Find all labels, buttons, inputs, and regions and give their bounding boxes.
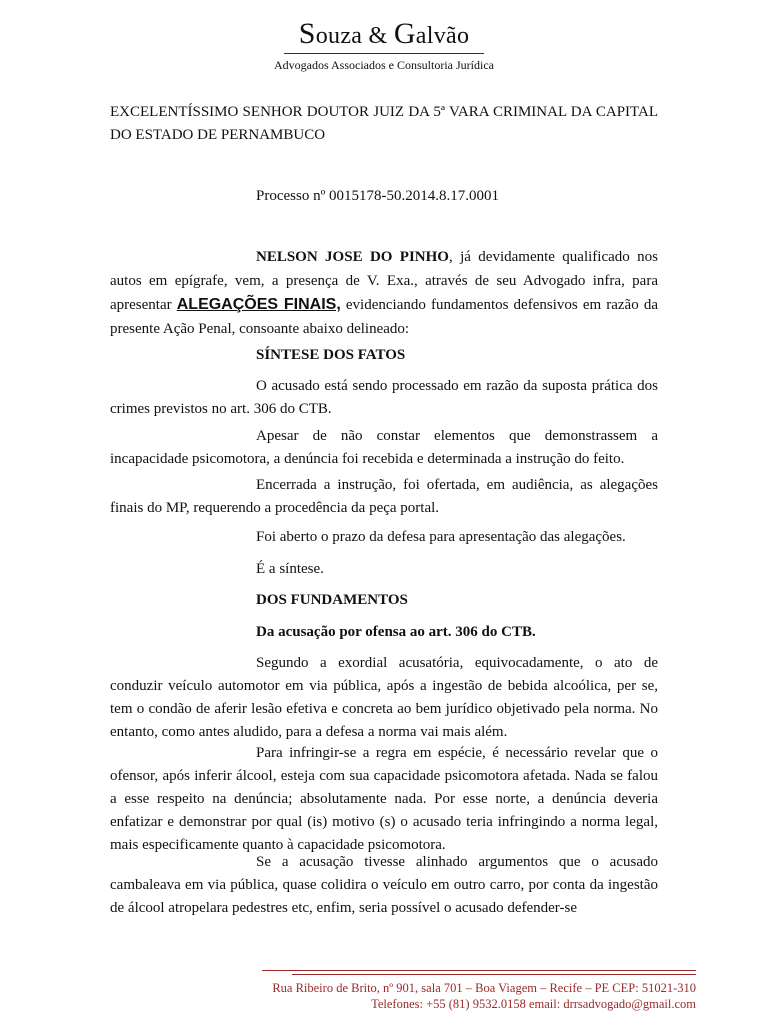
sintese-paragraph-1: O acusado está sendo processado em razão da suposta prática dos crimes previstos no art. 306 do CTB. <box>110 378 658 417</box>
sintese-paragraph-4: Foi aberto o prazo da defesa para apresentação das alegações. <box>256 529 626 545</box>
firm-name: Souza & Galvão <box>298 17 470 50</box>
firm-subtitle: Advogados Associados e Consultoria Jurídica <box>274 58 494 72</box>
alegacoes-finais: ALEGAÇÕES FINAIS, <box>176 296 341 313</box>
fundamentos-paragraph-3: Se a acusação tivesse alinhado argumentos que o acusado cambaleava em via pública, quase colidira o veículo em outro carro, por conta da ingestão de álcool atropelara pedestres etc, enfim, seria possível o acusado defender-se <box>110 854 658 916</box>
footer-rule-bottom <box>292 974 696 975</box>
footer-address: Rua Ribeiro de Brito, nº 901, sala 701 – Boa Viagem – Recife – PE CEP: 51021-310 <box>272 981 696 995</box>
sintese-paragraph-2: Apesar de não constar elementos que demonstrassem a incapacidade psicomotora, a denúncia foi recebida e determinada a instrução do feito. <box>110 428 658 467</box>
letterhead <box>0 18 768 73</box>
section-title-fundamentos: DOS FUNDAMENTOS <box>256 592 408 608</box>
sintese-paragraph-5: É a síntese. <box>256 561 324 577</box>
footer-rule-top <box>262 970 696 971</box>
sintese-paragraph-3: Encerrada a instrução, foi ofertada, em audiência, as alegações finais do MP, requerendo a procedência da peça portal. <box>110 477 658 516</box>
process-number: Processo nº 0015178-50.2014.8.17.0001 <box>256 188 499 204</box>
section-subtitle-art306: Da acusação por ofensa ao art. 306 do CTB. <box>256 624 536 640</box>
section-title-sintese: SÍNTESE DOS FATOS <box>256 347 406 363</box>
fundamentos-paragraph-2: Para infringir-se a regra em espécie, é necessário revelar que o ofensor, após inferir álcool, esteja com sua capacidade psicomotora afetada. Nada se falou a esse respeito na denúncia; absolutamente nada. Por esse norte, a denúncia deveria enfatizar e demonstrar por qual (is) motivo (s) o acusado teria infringindo a norma legal, mais especificamente quanto à capacidade psicomotora. <box>110 745 658 853</box>
footer-phone-email: Telefones: +55 (81) 9532.0158 email: drrsadvogado@gmail.com <box>371 997 696 1011</box>
fundamentos-paragraph-1: Segundo a exordial acusatória, equivocadamente, o ato de conduzir veículo automotor em via pública, após a ingestão de bebida alcoólica, per se, tem o condão de aferir lesão efetiva e concreta ao bem jurídico objetivado pela norma. No entanto, como antes aludido, para a defesa a norma vai mais além. <box>110 655 658 740</box>
letterhead-rule <box>284 53 484 54</box>
intro-paragraph: NELSON JOSE DO PINHO, já devidamente qualificado nos autos em epígrafe, vem, a presença de V. Exa., através de seu Advogado infra, para apresentar ALEGAÇÕES FINAIS, evidenciando fundamentos defensivos em razão da presente Ação Penal, consoante abaixo delineado: <box>110 249 658 337</box>
court-address: EXCELENTÍSSIMO SENHOR DOUTOR JUIZ DA 5ª VARA CRIMINAL DA CAPITAL DO ESTADO DE PERNAMBUCO <box>110 104 658 143</box>
footer-contact <box>272 980 696 1012</box>
